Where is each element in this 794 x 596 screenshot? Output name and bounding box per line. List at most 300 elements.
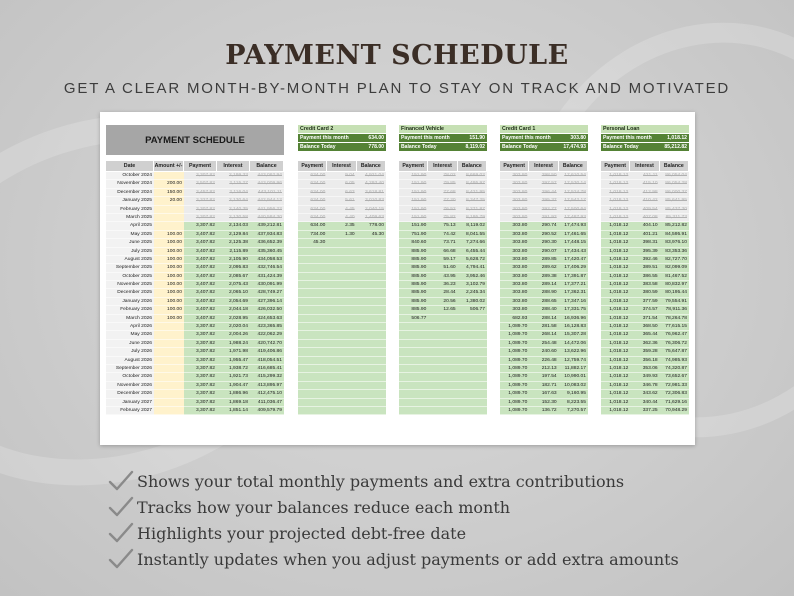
interest-cell: 288.14 xyxy=(541,315,557,321)
balance-cell: 437,934.83 xyxy=(250,231,284,239)
payment-this-month xyxy=(298,133,386,142)
debt-row xyxy=(601,365,689,373)
balance-cell: 8,669.02 xyxy=(465,173,485,178)
payment-cell: 734.00 xyxy=(310,231,326,237)
date-cell: November 2026 xyxy=(106,382,154,390)
interest-cell xyxy=(327,248,356,255)
debt-column-header: Balance xyxy=(559,161,588,171)
payment-cell xyxy=(298,373,327,380)
payment-cell: 151.90 xyxy=(411,198,427,204)
payment-cell: 1,018.12 xyxy=(609,332,629,338)
payment-cell: 1,018.12 xyxy=(609,382,629,388)
date-cell: February 2026 xyxy=(106,306,154,314)
date-cell: July 2026 xyxy=(106,348,154,356)
debt-row xyxy=(399,407,487,415)
debt-row xyxy=(399,222,487,230)
balance-cell: 436,652.39 xyxy=(250,239,284,247)
debt-row xyxy=(601,323,689,331)
payment-cell: 1,018.12 xyxy=(609,349,629,355)
payment-cell: 3,407.82 xyxy=(184,306,217,314)
interest-cell: 409.54 xyxy=(642,206,658,212)
balance-cell: 82,727.70 xyxy=(665,256,687,262)
column-header-date: Date xyxy=(106,161,154,171)
balance-cell: 442,944.12 xyxy=(250,197,284,205)
feature-list xyxy=(108,468,748,572)
interest-cell: 2,199.33 xyxy=(217,172,250,180)
interest-cell: 395.39 xyxy=(642,248,658,254)
amount-cell xyxy=(154,340,184,348)
amount-cell xyxy=(154,172,184,180)
payment-cell: 885.90 xyxy=(411,248,427,254)
interest-cell xyxy=(327,390,356,397)
balance-cell: 2,040.15 xyxy=(364,206,384,212)
interest-cell: 295.37 xyxy=(541,198,557,204)
interest-cell: 2,130.64 xyxy=(217,197,250,205)
payment-cell: 3,457.82 xyxy=(184,189,217,197)
debt-row xyxy=(601,256,689,264)
debt-block xyxy=(500,125,588,413)
balance-cell: 45.30 xyxy=(371,231,384,237)
interest-cell xyxy=(428,382,457,389)
payment-this-month-label: Payment this month xyxy=(502,135,551,141)
payment-cell: 3,307.82 xyxy=(184,382,217,390)
debt-row xyxy=(500,189,588,197)
debt-row xyxy=(399,315,487,323)
balance-cell xyxy=(458,331,487,338)
interest-cell xyxy=(327,340,356,347)
debt-row xyxy=(500,373,588,381)
interest-cell: 290.74 xyxy=(541,223,557,229)
interest-cell: 297.57 xyxy=(541,181,557,187)
interest-cell: 74.42 xyxy=(443,231,456,237)
spreadsheet-preview xyxy=(100,112,695,445)
schedule-row xyxy=(106,180,284,188)
payment-cell xyxy=(399,348,428,355)
debt-row xyxy=(399,382,487,390)
payment-cell: 885.90 xyxy=(411,265,427,271)
payment-cell: 1,018.12 xyxy=(609,357,629,363)
debt-row xyxy=(500,390,588,398)
interest-cell: 343.62 xyxy=(642,391,658,397)
balance-cell xyxy=(357,348,386,355)
debt-row xyxy=(601,273,689,281)
debt-row xyxy=(500,323,588,331)
balance-cell xyxy=(357,298,386,305)
debt-row xyxy=(298,239,386,247)
schedule-table-body xyxy=(106,172,284,415)
amount-cell xyxy=(154,348,184,356)
debt-row xyxy=(399,264,487,272)
payment-cell: 3,407.82 xyxy=(184,273,217,281)
debt-row xyxy=(399,298,487,306)
balance-cell: 14,472.06 xyxy=(564,340,586,346)
payment-cell: 1,018.12 xyxy=(609,307,629,313)
debt-row xyxy=(399,281,487,289)
debt-row xyxy=(500,407,588,415)
interest-cell: 66.68 xyxy=(443,248,456,254)
balance-cell: 432,746.54 xyxy=(250,264,284,272)
feature-text: Tracks how your balances reduce each month xyxy=(137,497,511,517)
balance-cell: 439,212.81 xyxy=(250,222,284,230)
interest-cell: 380.59 xyxy=(642,290,658,296)
debt-row xyxy=(500,231,588,239)
column-header-interest: Interest xyxy=(217,161,250,171)
balance-today-value: 8,119.02 xyxy=(465,144,485,150)
interest-cell xyxy=(327,365,356,372)
payment-cell: 303.80 xyxy=(512,256,528,262)
payment-cell: 3,327.82 xyxy=(184,197,217,205)
interest-cell: 374.57 xyxy=(642,307,658,313)
debt-row xyxy=(399,206,487,214)
interest-cell: 349.93 xyxy=(642,374,658,380)
payment-cell: 303.80 xyxy=(512,273,528,279)
interest-cell: 281.58 xyxy=(541,324,557,330)
balance-cell: 11,882.17 xyxy=(564,365,586,371)
payment-cell: 303.80 xyxy=(512,248,528,254)
payment-cell xyxy=(399,407,428,414)
payment-cell: 1,018.12 xyxy=(609,240,629,246)
payment-cell: 3,507.82 xyxy=(184,180,217,188)
date-cell: May 2026 xyxy=(106,331,154,339)
debt-row xyxy=(500,306,588,314)
payment-cell xyxy=(298,348,327,355)
balance-cell: 81,467.52 xyxy=(665,273,687,279)
schedule-row xyxy=(106,172,284,180)
balance-cell: 412,475.10 xyxy=(250,390,284,398)
interest-cell: 421.11 xyxy=(643,173,658,178)
debt-row xyxy=(298,206,386,214)
debt-row xyxy=(298,390,386,398)
debt-row xyxy=(601,239,689,247)
amount-cell xyxy=(154,365,184,373)
feature-item xyxy=(108,546,748,572)
interest-cell: 28.44 xyxy=(443,290,456,296)
debt-row xyxy=(601,407,689,415)
interest-cell: 2,054.69 xyxy=(217,298,250,306)
balance-cell: 15,307.28 xyxy=(564,332,586,338)
interest-cell: 167.63 xyxy=(541,391,557,397)
payment-this-month xyxy=(399,133,487,142)
debt-row xyxy=(500,281,588,289)
balance-cell: 17,391.87 xyxy=(564,273,586,279)
interest-cell: 75.13 xyxy=(443,223,456,229)
balance-cell: 506.77 xyxy=(470,307,485,313)
schedule-row xyxy=(106,256,284,264)
payment-cell: 3,307.82 xyxy=(184,222,217,230)
amount-cell: 100.00 xyxy=(154,289,184,297)
debt-row xyxy=(601,340,689,348)
debt-row xyxy=(298,248,386,256)
balance-cell: 8,195.79 xyxy=(465,214,485,220)
feature-text: Shows your total monthly payments and extra contributions xyxy=(137,471,625,491)
payment-cell: 3,407.82 xyxy=(184,315,217,323)
debt-table-body xyxy=(500,172,588,415)
debt-table-body xyxy=(298,172,386,415)
debt-row xyxy=(298,365,386,373)
payment-this-month-label: Payment this month xyxy=(300,135,349,141)
interest-cell: 407.08 xyxy=(642,214,658,220)
interest-cell: 1,904.47 xyxy=(217,382,250,390)
payment-cell: 840.60 xyxy=(411,240,427,246)
interest-cell: 2,020.04 xyxy=(217,323,250,331)
interest-cell: 2,116.04 xyxy=(217,189,250,197)
balance-cell: 74,320.87 xyxy=(665,365,687,371)
interest-cell xyxy=(327,407,356,414)
balance-cell: 8,421.95 xyxy=(465,189,485,195)
interest-cell: 289.62 xyxy=(541,265,557,271)
payment-cell xyxy=(298,331,327,338)
payment-this-month-value: 151.90 xyxy=(469,135,485,141)
interest-cell: 2,085.67 xyxy=(217,273,250,281)
interest-cell: 415.10 xyxy=(642,181,658,187)
balance-cell: 8,119.02 xyxy=(466,223,485,229)
payment-cell: 1,089.70 xyxy=(508,365,528,371)
schedule-row xyxy=(106,206,284,214)
interest-cell xyxy=(428,357,457,364)
payment-cell: 3,407.82 xyxy=(184,281,217,289)
schedule-header: PAYMENT SCHEDULE xyxy=(106,125,284,155)
page-subtitle: GET A CLEAR MONTH-BY-MONTH PLAN TO STAY ON TRACK AND MOTIVATED xyxy=(63,80,731,97)
debt-row xyxy=(601,399,689,407)
date-cell: June 2025 xyxy=(106,239,154,247)
schedule-row xyxy=(106,189,284,197)
date-cell: September 2025 xyxy=(106,264,154,272)
balance-cell: 428,749.27 xyxy=(250,289,284,297)
balance-cell: 80,195.44 xyxy=(665,290,687,296)
debt-block xyxy=(399,125,487,321)
amount-cell xyxy=(154,214,184,222)
balance-cell: 86,000.37 xyxy=(665,189,687,195)
payment-cell: 3,407.82 xyxy=(184,256,217,264)
schedule-row xyxy=(106,289,284,297)
date-cell: November 2025 xyxy=(106,281,154,289)
payment-cell xyxy=(399,331,428,338)
balance-cell: 79,554.91 xyxy=(665,298,687,304)
debt-row xyxy=(399,390,487,398)
schedule-row xyxy=(106,306,284,314)
balance-cell: 17,377.21 xyxy=(564,282,586,288)
interest-cell: 290.52 xyxy=(541,231,557,237)
debt-row xyxy=(298,172,386,180)
payment-cell xyxy=(399,365,428,372)
payment-cell: 3,307.82 xyxy=(184,172,217,180)
interest-cell xyxy=(327,298,356,305)
interest-cell xyxy=(428,407,457,414)
date-cell: April 2025 xyxy=(106,222,154,230)
payment-cell: 1,018.12 xyxy=(609,256,629,262)
balance-cell: 17,542.17 xyxy=(564,198,586,204)
date-cell: July 2025 xyxy=(106,248,154,256)
interest-cell: 289.14 xyxy=(541,282,557,288)
payment-cell xyxy=(298,357,327,364)
balance-cell: 17,530.14 xyxy=(564,181,586,187)
balance-cell: 443,009.96 xyxy=(250,180,284,188)
interest-cell: 392.46 xyxy=(642,256,658,262)
date-cell: September 2026 xyxy=(106,365,154,373)
balance-cell: 443,062.94 xyxy=(250,172,284,180)
payment-cell: 151.90 xyxy=(411,173,427,178)
payment-cell xyxy=(298,306,327,313)
payment-cell: 3,407.82 xyxy=(184,248,217,256)
interest-cell: 359.28 xyxy=(642,349,658,355)
balance-cell xyxy=(458,382,487,389)
balance-cell: 413,895.97 xyxy=(250,382,284,390)
interest-cell: 254.48 xyxy=(541,340,557,346)
payment-cell: 1,018.12 xyxy=(609,198,629,204)
balance-cell: 435,360.45 xyxy=(250,248,284,256)
payment-cell xyxy=(298,248,327,255)
balance-cell xyxy=(357,373,386,380)
balance-cell: 74,985.93 xyxy=(665,357,687,363)
schedule-row xyxy=(106,331,284,339)
balance-cell: 82,099.09 xyxy=(665,265,687,271)
schedule-row xyxy=(106,373,284,381)
interest-cell xyxy=(327,399,356,406)
payment-cell: 682.93 xyxy=(512,315,528,321)
balance-cell: 16,936.96 xyxy=(564,315,586,321)
date-cell: October 2025 xyxy=(106,273,154,281)
debt-row xyxy=(298,264,386,272)
payment-cell: 1,089.70 xyxy=(508,382,528,388)
payment-cell: 303.80 xyxy=(512,181,528,187)
payment-cell: 1,018.12 xyxy=(609,365,629,371)
date-cell: October 2026 xyxy=(106,373,154,381)
balance-cell xyxy=(458,365,487,372)
debt-row xyxy=(601,197,689,205)
interest-cell: 291.93 xyxy=(541,214,557,220)
interest-cell: 288.65 xyxy=(541,298,557,304)
interest-cell: 340.44 xyxy=(642,399,658,405)
balance-cell: 80,832.97 xyxy=(665,282,687,288)
debt-name: Credit Card 2 xyxy=(298,125,386,133)
payment-cell: 1,018.12 xyxy=(609,298,629,304)
debt-row xyxy=(500,298,588,306)
debt-row xyxy=(601,306,689,314)
payment-cell xyxy=(298,281,327,288)
payment-cell xyxy=(399,373,428,380)
debt-name: Financed Vehicle xyxy=(399,125,487,133)
payment-this-month-value: 634.00 xyxy=(368,135,384,141)
balance-cell: 418,054.51 xyxy=(250,357,284,365)
debt-row xyxy=(399,273,487,281)
debt-block xyxy=(601,125,689,413)
debt-row xyxy=(601,189,689,197)
debt-table-body xyxy=(601,172,689,415)
date-cell: March 2025 xyxy=(106,214,154,222)
interest-cell xyxy=(327,331,356,338)
debt-row xyxy=(399,340,487,348)
payment-cell: 3,307.82 xyxy=(184,407,217,415)
debt-column-header: Interest xyxy=(529,161,558,171)
debt-row xyxy=(399,189,487,197)
debt-row xyxy=(298,323,386,331)
debt-row xyxy=(500,365,588,373)
balance-cell: 12,759.74 xyxy=(564,357,586,363)
date-cell: August 2025 xyxy=(106,256,154,264)
balance-cell: 1,409.63 xyxy=(364,214,384,220)
debt-column-headers xyxy=(298,161,386,171)
debt-row xyxy=(601,214,689,222)
payment-cell: 3,307.82 xyxy=(184,390,217,398)
balance-today xyxy=(399,142,487,151)
debt-row xyxy=(399,348,487,356)
payment-cell: 45.30 xyxy=(313,240,326,246)
payment-cell: 3,407.82 xyxy=(184,231,217,239)
balance-cell xyxy=(458,373,487,380)
interest-cell xyxy=(327,373,356,380)
balance-cell: 8,495.97 xyxy=(465,181,485,187)
interest-cell xyxy=(428,399,457,406)
schedule-row xyxy=(106,273,284,281)
payment-cell: 1,018.12 xyxy=(609,189,629,195)
amount-cell: 100.00 xyxy=(154,264,184,272)
payment-cell: 303.80 xyxy=(512,240,528,246)
interest-cell xyxy=(327,264,356,271)
balance-cell: 441,956.22 xyxy=(250,206,284,214)
payment-cell: 303.80 xyxy=(512,206,528,212)
balance-cell: 86,054.28 xyxy=(665,181,687,187)
balance-cell xyxy=(458,348,487,355)
debt-row xyxy=(601,289,689,297)
amount-cell xyxy=(154,222,184,230)
balance-cell: 72,306.83 xyxy=(665,391,687,397)
debt-row xyxy=(399,172,487,180)
interest-cell: 1,869.18 xyxy=(217,399,250,407)
interest-cell: 346.78 xyxy=(642,382,658,388)
amount-cell: 100.00 xyxy=(154,298,184,306)
interest-cell: 1,971.98 xyxy=(217,348,250,356)
payment-cell: 3,307.82 xyxy=(184,399,217,407)
payment-cell: 151.90 xyxy=(411,189,427,195)
interest-cell: 9.04 xyxy=(345,173,355,178)
interest-cell: 77.20 xyxy=(443,198,456,204)
balance-cell: 71,629.16 xyxy=(665,399,687,405)
payment-cell xyxy=(298,315,327,322)
schedule-row xyxy=(106,357,284,365)
balance-cell: 17,420.47 xyxy=(564,256,586,262)
payment-cell: 151.90 xyxy=(411,181,427,187)
interest-cell: 51.60 xyxy=(443,265,456,271)
balance-cell: 4,921.04 xyxy=(364,173,384,178)
check-icon xyxy=(108,470,134,492)
balance-cell xyxy=(357,273,386,280)
balance-cell: 420,742.70 xyxy=(250,340,284,348)
debt-row xyxy=(601,222,689,230)
debt-row xyxy=(399,197,487,205)
schedule-row xyxy=(106,407,284,415)
schedule-row xyxy=(106,231,284,239)
balance-cell: 86,054.04 xyxy=(665,173,687,178)
schedule-row xyxy=(106,222,284,230)
schedule-row xyxy=(106,365,284,373)
payment-cell xyxy=(298,399,327,406)
interest-cell: 389.51 xyxy=(642,265,658,271)
payment-cell xyxy=(298,264,327,271)
debt-name: Credit Card 1 xyxy=(500,125,588,133)
debt-row xyxy=(298,197,386,205)
date-cell: February 2025 xyxy=(106,206,154,214)
balance-cell: 17,347.16 xyxy=(564,298,586,304)
interest-cell: 2.35 xyxy=(345,223,355,229)
amount-cell: 100.00 xyxy=(154,231,184,239)
payment-cell: 151.90 xyxy=(411,223,427,229)
interest-cell: 386.55 xyxy=(642,273,658,279)
debt-row xyxy=(601,264,689,272)
interest-cell: 2,095.83 xyxy=(217,264,250,272)
balance-cell: 85,311.73 xyxy=(665,214,687,220)
debt-row xyxy=(399,357,487,365)
interest-cell xyxy=(327,323,356,330)
